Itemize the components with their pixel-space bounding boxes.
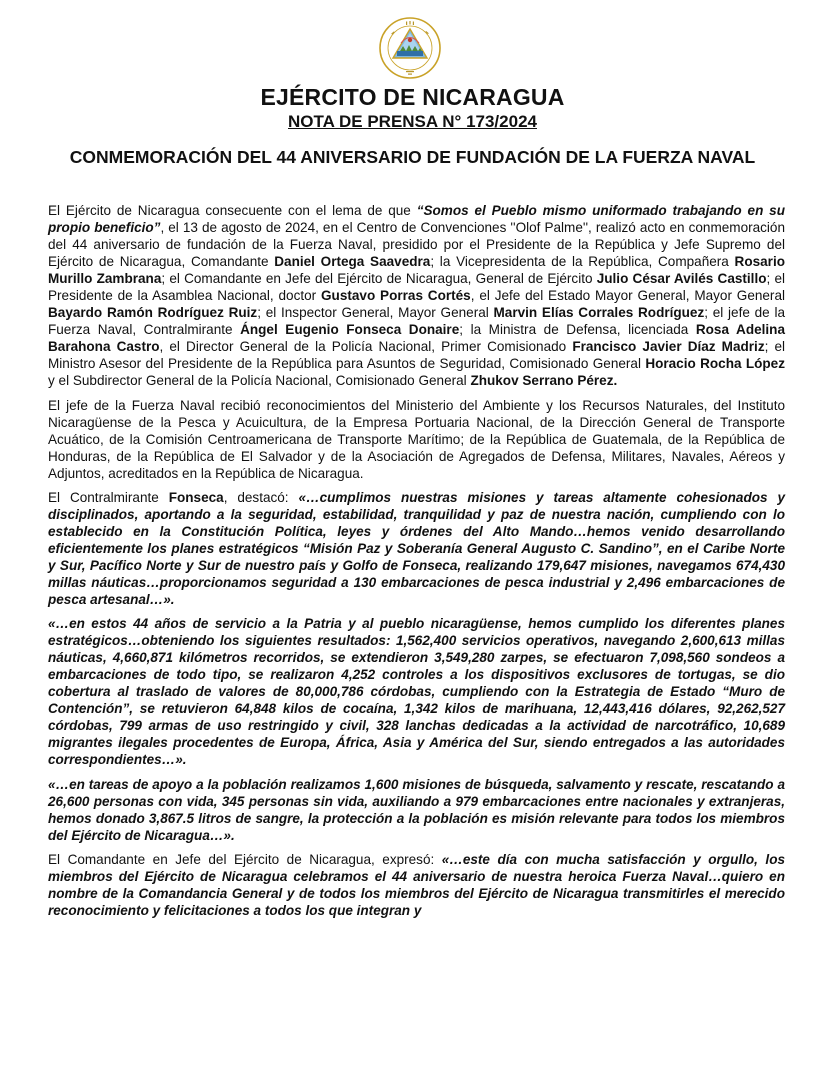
text-run: ; el Ministro Asesor del Presidente de la República para Asuntos de Seguridad, Comisionado General: [48, 339, 786, 372]
press-release-body: [48, 202, 785, 926]
text-run: ; el jefe de la Fuerza Naval, Contralmirante: [48, 305, 785, 338]
nicaragua-coat-of-arms-icon: [378, 16, 442, 80]
bold-name: Rosario Murillo Zambrana: [48, 254, 785, 287]
quoted-text: «…en tareas de apoyo a la población realizamos 1,600 misiones de búsqueda, salvamento y rescate, rescatando a 26,600 personas con vida, 345 personas sin vida, auxiliando a 979 embarcaciones entre nacionales y extranjeras, hemos donado 3,867.5 litros de sangre, la protección a la población es misión relevante para todos los miembros del Ejército de Nicaragua…».: [48, 776, 785, 843]
paragraph-recognitions: [48, 397, 785, 482]
bold-name: Ángel Eugenio Fonseca Donaire: [240, 322, 460, 338]
text-run: ; el Inspector General, Mayor General: [257, 305, 494, 321]
text-run: , el 13 de agosto de 2024, en el Centro de Convenciones ''Olof Palme'', realizó acto en conmemoración del 44 aniversario de fundación de la Fuerza Naval, presidido por el Presidente de la República y Jefe Supremo del Ejército de Nicaragua, Comandante: [48, 220, 785, 270]
text-run: El Contralmirante: [48, 489, 169, 505]
bold-name: Bayardo Ramón Rodríguez Ruiz: [48, 305, 258, 321]
text-run: , destacó:: [223, 489, 299, 505]
quoted-text: «…en estos 44 años de servicio a la Patria y al pueblo nicaragüense, hemos cumplido los diferentes planes estratégicos…obteniendo los siguientes resultados: 1,562,400 servicios operativos, navegando 2,600,613 millas náuticas, 4,660,871 kilómetros recorridos, se extendieron 3,549,280 zarpes, se efectuaron 7,098,560 sondeos a embarcaciones de todo tipo, se realizaron 4,252 controles a los dispositivos exclusores de tortugas, se dio cobertura al traslado de valores de 80,000,786 córdobas, cumpliendo con la Estrategia de Estado “Muro de Contención”, se retuvieron 64,848 kilos de cocaína, 1,342 kilos de marihuana, 12,443,416 dólares, 92,262,527 córdobas, 799 armas de uso restringido y civil, 328 lanchas dedicadas a la actividad de narcotráfico, 10,689 migrantes ilegales procedentes de Europa, África, Asia y América del Sur, siendo entregados a las autoridades correspondientes…».: [48, 616, 785, 768]
bold-name: Gustavo Porras Cortés: [321, 288, 471, 304]
text-run: ; la Vicepresidenta de la República, Compañera: [430, 254, 735, 270]
text-run: , el Jefe del Estado Mayor General, Mayor General: [470, 288, 785, 304]
bold-name: Zhukov Serrano Pérez.: [470, 373, 618, 389]
bold-name: Rosa Adelina Barahona Castro: [48, 322, 785, 355]
bold-name: Fonseca: [168, 489, 224, 505]
text-run: , el Director General de la Policía Nacional, Primer Comisionado: [159, 339, 573, 355]
quoted-text: «…este día con mucha satisfacción y orgullo, los miembros del Ejército de Nicaragua celebramos el 44 aniversario de nuestra heroica Fuerza Naval…quiero en nombre de la Comandancia General y de todos los miembros del Ejército de Nicaragua transmitirles el merecido reconocimiento y felicitaciones a todos los que integran y: [48, 851, 785, 918]
bold-name: Julio César Avilés Castillo: [596, 271, 767, 287]
text-run: y el Subdirector General de la Policía Nacional, Comisionado General: [48, 373, 471, 389]
text-run: ; la Ministra de Defensa, licenciada: [459, 322, 696, 338]
bold-name: Daniel Ortega Saavedra: [274, 254, 431, 270]
bold-name: Francisco Javier Díaz Madriz: [572, 339, 765, 355]
press-note-number: NOTA DE PRENSA N° 173/2024: [288, 112, 537, 131]
text-run: El Comandante en Jefe del Ejército de Nicaragua, expresó:: [48, 851, 442, 867]
text-run: El jefe de la Fuerza Naval recibió reconocimientos del Ministerio del Ambiente y los Recursos Naturales, del Instituto Nicaragüense de la Pesca y Acuicultura, de la Empresa Portuaria Nacional, de la Dirección General de Transporte Acuático, de la Comisión Centroamericana de Transporte Marítimo; de la República de Guatemala, de la República de Honduras, de la República de El Salvador y de la Asociación de Agregados de Defensa, Militares, Navales, Aéreos y Adjuntos, acreditados en la República de Nicaragua.: [48, 397, 785, 481]
quoted-text: «…cumplimos nuestras misiones y tareas altamente cohesionados y disciplinados, aportando a la seguridad, estabilidad, tranquilidad y paz de nuestra nación, cumpliendo con lo establecido en la Constitución Política, leyes y órdenes del Alto Mando…hemos venido desarrollando eficientemente los planes estratégicos “Misión Paz y Soberanía General Augusto C. Sandino”, en el Caribe Norte y Sur, Pacífico Norte y Sur de nuestro país y Golfo de Fonseca, realizando 179,647 misiones, navegamos 674,430 millas náuticas…proporcionamos seguridad a 130 embarcaciones de pesca industrial y 2,496 embarcaciones de pesca artesanal…».: [48, 489, 785, 608]
paragraph-fonseca-speech: [48, 489, 785, 608]
quoted-text: “Somos el Pueblo mismo uniformado trabajando en su propio beneficio”: [48, 203, 785, 236]
press-release-title: CONMEMORACIÓN DEL 44 ANIVERSARIO DE FUNDACIÓN DE LA FUERZA NAVAL: [69, 147, 756, 167]
organization-name: EJÉRCITO DE NICARAGUA: [260, 84, 565, 110]
text-run: El Ejército de Nicaragua consecuente con el lema de que: [48, 203, 417, 218]
text-run: ; el Comandante en Jefe del Ejército de Nicaragua, General de Ejército: [161, 271, 597, 287]
paragraph-service-results: [48, 615, 785, 768]
paragraph-attendees: [48, 202, 785, 390]
bold-name: Marvin Elías Corrales Rodríguez: [493, 305, 705, 321]
text-run: ; el Presidente de la Asamblea Nacional, doctor: [48, 271, 786, 304]
paragraph-population-support: [48, 776, 785, 844]
bold-name: Horacio Rocha López: [645, 356, 785, 372]
paragraph-commander-speech: [48, 851, 785, 919]
